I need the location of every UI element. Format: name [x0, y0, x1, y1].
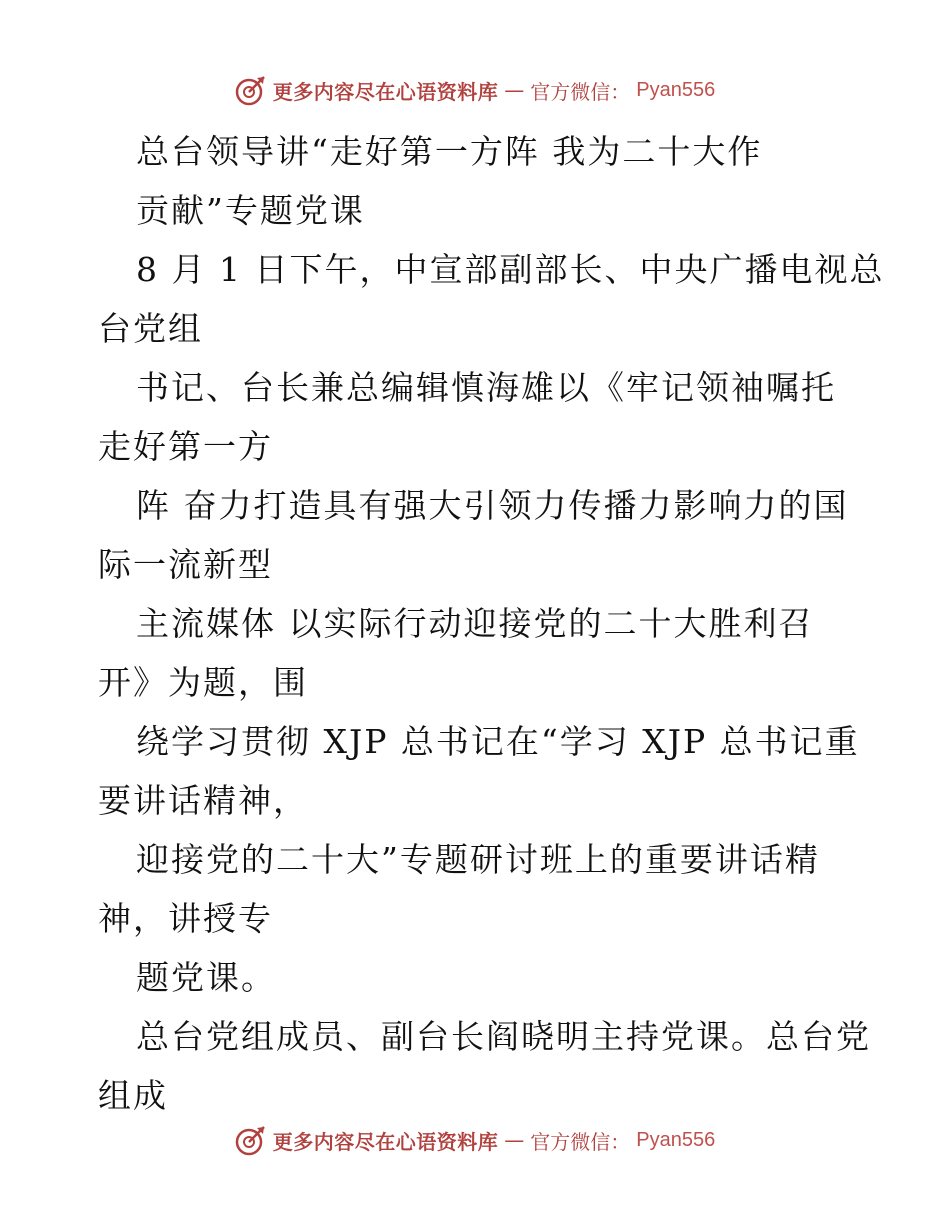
- paragraph-line: 书记、台长兼总编辑慎海雄以《牢记领袖嘱托: [136, 368, 836, 407]
- header-wechat-id: Pyan556: [636, 78, 716, 101]
- paragraph-line: 神，讲授专: [98, 899, 273, 938]
- footer-separator: —: [504, 1128, 525, 1152]
- paragraph-line: 阵 奋力打造具有强大引领力传播力影响力的国: [136, 486, 849, 525]
- paragraph-line: 8 月 1 日下午，中宣部副部长、中央广播电视总: [136, 250, 885, 289]
- header-official-label: 官方微信：: [530, 79, 631, 104]
- title-line-2: 贡献”专题党课: [136, 191, 365, 230]
- paragraph-line: 主流媒体 以实际行动迎接党的二十大胜利召: [136, 604, 814, 643]
- document-body: [98, 122, 885, 1125]
- paragraph-line: 组成: [98, 1076, 168, 1115]
- footer-brand-text: 更多内容尽在心语资料库: [272, 1129, 499, 1154]
- paragraph-line: 绕学习贯彻 XJP 总书记在“学习 XJP 总书记重: [136, 722, 860, 761]
- title-line-1: 总台领导讲“走好第一方阵 我为二十大作: [136, 132, 763, 171]
- paragraph-line: 走好第一方: [98, 427, 273, 466]
- footer-banner: [0, 1120, 950, 1160]
- paragraph-line: 际一流新型: [98, 545, 273, 584]
- header-separator: —: [504, 78, 525, 102]
- header-brand-text: 更多内容尽在心语资料库: [272, 79, 499, 104]
- footer-wechat-id: Pyan556: [636, 1128, 716, 1151]
- paragraph-line: 台党组: [98, 309, 203, 348]
- quill-seal-icon: [235, 74, 267, 106]
- paragraph-line: 迎接党的二十大”专题研讨班上的重要讲话精: [136, 840, 820, 879]
- paragraph-line: 开》为题，围: [98, 663, 308, 702]
- quill-seal-icon: [235, 1124, 267, 1156]
- header-banner: [0, 70, 950, 110]
- footer-official-label: 官方微信：: [530, 1129, 631, 1154]
- paragraph-line: 总台党组成员、副台长阎晓明主持党课。总台党: [136, 1017, 871, 1056]
- paragraph-line: 题党课。: [136, 958, 276, 997]
- paragraph-line: 要讲话精神，: [98, 781, 308, 820]
